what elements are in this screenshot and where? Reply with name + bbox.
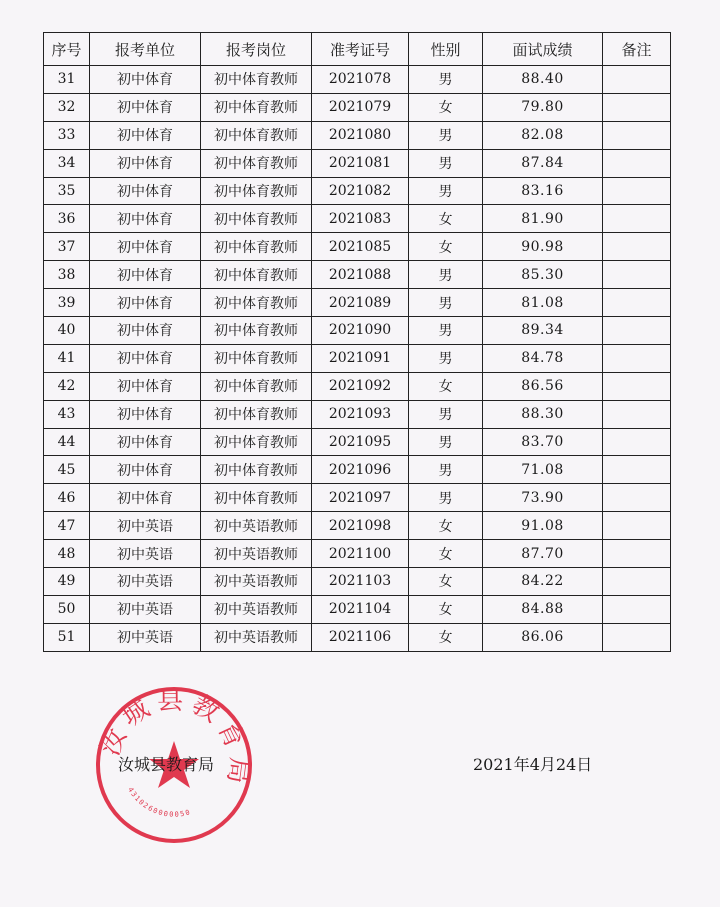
row-gender: 男 bbox=[409, 66, 483, 94]
row-unit: 初中体育 bbox=[90, 428, 201, 456]
row-post: 初中英语教师 bbox=[201, 623, 312, 651]
row-exam-id: 2021085 bbox=[312, 233, 409, 261]
row-number: 40 bbox=[44, 317, 90, 345]
row-note bbox=[603, 177, 671, 205]
table-row bbox=[44, 289, 671, 317]
row-unit: 初中英语 bbox=[90, 540, 201, 568]
row-number: 35 bbox=[44, 177, 90, 205]
row-unit: 初中体育 bbox=[90, 456, 201, 484]
table-row bbox=[44, 344, 671, 372]
row-unit: 初中体育 bbox=[90, 121, 201, 149]
row-score: 84.88 bbox=[483, 595, 603, 623]
row-note bbox=[603, 623, 671, 651]
row-score: 73.90 bbox=[483, 484, 603, 512]
row-number: 36 bbox=[44, 205, 90, 233]
row-note bbox=[603, 540, 671, 568]
row-gender: 男 bbox=[409, 428, 483, 456]
row-score: 84.78 bbox=[483, 344, 603, 372]
table-row bbox=[44, 484, 671, 512]
row-gender: 女 bbox=[409, 205, 483, 233]
row-gender: 男 bbox=[409, 456, 483, 484]
row-exam-id: 2021092 bbox=[312, 372, 409, 400]
row-note bbox=[603, 205, 671, 233]
row-exam-id: 2021106 bbox=[312, 623, 409, 651]
row-score: 81.90 bbox=[483, 205, 603, 233]
row-unit: 初中体育 bbox=[90, 372, 201, 400]
table-row bbox=[44, 428, 671, 456]
row-post: 初中体育教师 bbox=[201, 121, 312, 149]
row-score: 88.30 bbox=[483, 400, 603, 428]
row-post: 初中体育教师 bbox=[201, 289, 312, 317]
row-exam-id: 2021081 bbox=[312, 149, 409, 177]
table-row bbox=[44, 205, 671, 233]
row-gender: 女 bbox=[409, 595, 483, 623]
row-score: 84.22 bbox=[483, 568, 603, 596]
row-score: 89.34 bbox=[483, 317, 603, 345]
row-note bbox=[603, 233, 671, 261]
row-post: 初中体育教师 bbox=[201, 205, 312, 233]
table-row bbox=[44, 93, 671, 121]
row-score: 88.40 bbox=[483, 66, 603, 94]
seal-serial bbox=[126, 786, 192, 819]
row-post: 初中体育教师 bbox=[201, 400, 312, 428]
row-gender: 男 bbox=[409, 400, 483, 428]
row-score: 71.08 bbox=[483, 456, 603, 484]
row-score: 82.08 bbox=[483, 121, 603, 149]
row-post: 初中体育教师 bbox=[201, 93, 312, 121]
row-score: 83.70 bbox=[483, 428, 603, 456]
row-gender: 男 bbox=[409, 484, 483, 512]
row-note bbox=[603, 568, 671, 596]
row-score: 87.70 bbox=[483, 540, 603, 568]
table-row bbox=[44, 400, 671, 428]
row-exam-id: 2021080 bbox=[312, 121, 409, 149]
row-gender: 女 bbox=[409, 93, 483, 121]
row-exam-id: 2021103 bbox=[312, 568, 409, 596]
row-note bbox=[603, 317, 671, 345]
table-row bbox=[44, 512, 671, 540]
table-row bbox=[44, 456, 671, 484]
row-number: 34 bbox=[44, 149, 90, 177]
header-cell-post: 报考岗位 bbox=[201, 33, 312, 66]
row-note bbox=[603, 428, 671, 456]
row-number: 49 bbox=[44, 568, 90, 596]
header-cell-note: 备注 bbox=[603, 33, 671, 66]
row-exam-id: 2021079 bbox=[312, 93, 409, 121]
row-score: 90.98 bbox=[483, 233, 603, 261]
row-exam-id: 2021098 bbox=[312, 512, 409, 540]
row-gender: 女 bbox=[409, 233, 483, 261]
row-number: 50 bbox=[44, 595, 90, 623]
row-unit: 初中体育 bbox=[90, 149, 201, 177]
row-unit: 初中体育 bbox=[90, 233, 201, 261]
row-post: 初中体育教师 bbox=[201, 177, 312, 205]
row-gender: 男 bbox=[409, 289, 483, 317]
row-exam-id: 2021091 bbox=[312, 344, 409, 372]
row-number: 39 bbox=[44, 289, 90, 317]
row-unit: 初中英语 bbox=[90, 595, 201, 623]
row-number: 42 bbox=[44, 372, 90, 400]
interview-results-table bbox=[43, 32, 671, 652]
row-gender: 男 bbox=[409, 317, 483, 345]
row-number: 46 bbox=[44, 484, 90, 512]
row-gender: 男 bbox=[409, 149, 483, 177]
row-post: 初中体育教师 bbox=[201, 456, 312, 484]
table-row bbox=[44, 261, 671, 289]
row-note bbox=[603, 400, 671, 428]
row-number: 38 bbox=[44, 261, 90, 289]
row-score: 91.08 bbox=[483, 512, 603, 540]
table-row bbox=[44, 540, 671, 568]
row-unit: 初中体育 bbox=[90, 484, 201, 512]
table-row bbox=[44, 317, 671, 345]
header-cell-gender: 性别 bbox=[409, 33, 483, 66]
row-number: 37 bbox=[44, 233, 90, 261]
row-number: 45 bbox=[44, 456, 90, 484]
table-body bbox=[44, 66, 671, 652]
row-score: 83.16 bbox=[483, 177, 603, 205]
row-post: 初中英语教师 bbox=[201, 568, 312, 596]
header-cell-score: 面试成绩 bbox=[483, 33, 603, 66]
row-gender: 女 bbox=[409, 540, 483, 568]
row-unit: 初中英语 bbox=[90, 512, 201, 540]
row-number: 51 bbox=[44, 623, 90, 651]
row-gender: 男 bbox=[409, 261, 483, 289]
row-post: 初中体育教师 bbox=[201, 372, 312, 400]
row-number: 32 bbox=[44, 93, 90, 121]
row-post: 初中英语教师 bbox=[201, 540, 312, 568]
table-row bbox=[44, 623, 671, 651]
header-row bbox=[44, 33, 671, 66]
row-note bbox=[603, 344, 671, 372]
table-row bbox=[44, 372, 671, 400]
issuing-organization: 汝城县教育局 bbox=[118, 755, 215, 774]
row-unit: 初中英语 bbox=[90, 623, 201, 651]
row-post: 初中体育教师 bbox=[201, 317, 312, 345]
table-row bbox=[44, 66, 671, 94]
row-post: 初中体育教师 bbox=[201, 261, 312, 289]
seal-arc-text-path: 汝城县教育局 bbox=[95, 685, 255, 792]
header-cell-no: 序号 bbox=[44, 33, 90, 66]
row-gender: 男 bbox=[409, 121, 483, 149]
row-note bbox=[603, 512, 671, 540]
row-score: 87.84 bbox=[483, 149, 603, 177]
row-note bbox=[603, 149, 671, 177]
header-cell-exam-id: 准考证号 bbox=[312, 33, 409, 66]
row-exam-id: 2021093 bbox=[312, 400, 409, 428]
row-gender: 男 bbox=[409, 177, 483, 205]
row-exam-id: 2021089 bbox=[312, 289, 409, 317]
row-number: 33 bbox=[44, 121, 90, 149]
row-gender: 女 bbox=[409, 568, 483, 596]
row-note bbox=[603, 484, 671, 512]
row-gender: 女 bbox=[409, 623, 483, 651]
row-note bbox=[603, 121, 671, 149]
row-unit: 初中体育 bbox=[90, 177, 201, 205]
row-number: 47 bbox=[44, 512, 90, 540]
row-exam-id: 2021082 bbox=[312, 177, 409, 205]
row-post: 初中体育教师 bbox=[201, 484, 312, 512]
row-note bbox=[603, 66, 671, 94]
row-post: 初中体育教师 bbox=[201, 233, 312, 261]
row-exam-id: 2021100 bbox=[312, 540, 409, 568]
row-unit: 初中体育 bbox=[90, 289, 201, 317]
row-post: 初中英语教师 bbox=[201, 512, 312, 540]
row-exam-id: 2021097 bbox=[312, 484, 409, 512]
row-post: 初中体育教师 bbox=[201, 344, 312, 372]
row-note bbox=[603, 456, 671, 484]
row-unit: 初中体育 bbox=[90, 344, 201, 372]
table-row bbox=[44, 595, 671, 623]
row-exam-id: 2021088 bbox=[312, 261, 409, 289]
row-post: 初中体育教师 bbox=[201, 428, 312, 456]
row-note bbox=[603, 289, 671, 317]
row-exam-id: 2021090 bbox=[312, 317, 409, 345]
row-note bbox=[603, 93, 671, 121]
row-score: 79.80 bbox=[483, 93, 603, 121]
row-exam-id: 2021095 bbox=[312, 428, 409, 456]
table-header bbox=[44, 33, 671, 66]
row-number: 43 bbox=[44, 400, 90, 428]
row-score: 81.08 bbox=[483, 289, 603, 317]
row-exam-id: 2021078 bbox=[312, 66, 409, 94]
row-exam-id: 2021083 bbox=[312, 205, 409, 233]
row-unit: 初中体育 bbox=[90, 261, 201, 289]
row-post: 初中体育教师 bbox=[201, 149, 312, 177]
table-row bbox=[44, 149, 671, 177]
row-note bbox=[603, 261, 671, 289]
row-score: 85.30 bbox=[483, 261, 603, 289]
row-number: 41 bbox=[44, 344, 90, 372]
row-unit: 初中体育 bbox=[90, 66, 201, 94]
row-gender: 男 bbox=[409, 344, 483, 372]
row-unit: 初中体育 bbox=[90, 317, 201, 345]
row-score: 86.06 bbox=[483, 623, 603, 651]
table-row bbox=[44, 121, 671, 149]
seal-serial-path: 4310260000050 bbox=[126, 785, 193, 819]
row-note bbox=[603, 372, 671, 400]
row-score: 86.56 bbox=[483, 372, 603, 400]
row-unit: 初中体育 bbox=[90, 93, 201, 121]
table-row bbox=[44, 233, 671, 261]
row-gender: 女 bbox=[409, 372, 483, 400]
row-post: 初中英语教师 bbox=[201, 595, 312, 623]
row-unit: 初中体育 bbox=[90, 205, 201, 233]
row-gender: 女 bbox=[409, 512, 483, 540]
row-number: 48 bbox=[44, 540, 90, 568]
row-number: 44 bbox=[44, 428, 90, 456]
row-exam-id: 2021104 bbox=[312, 595, 409, 623]
row-number: 31 bbox=[44, 66, 90, 94]
header-cell-unit: 报考单位 bbox=[90, 33, 201, 66]
row-unit: 初中英语 bbox=[90, 568, 201, 596]
table-row bbox=[44, 177, 671, 205]
table-row bbox=[44, 568, 671, 596]
row-post: 初中体育教师 bbox=[201, 66, 312, 94]
row-exam-id: 2021096 bbox=[312, 456, 409, 484]
row-note bbox=[603, 595, 671, 623]
row-unit: 初中体育 bbox=[90, 400, 201, 428]
issue-date: 2021年4月24日 bbox=[473, 755, 593, 774]
